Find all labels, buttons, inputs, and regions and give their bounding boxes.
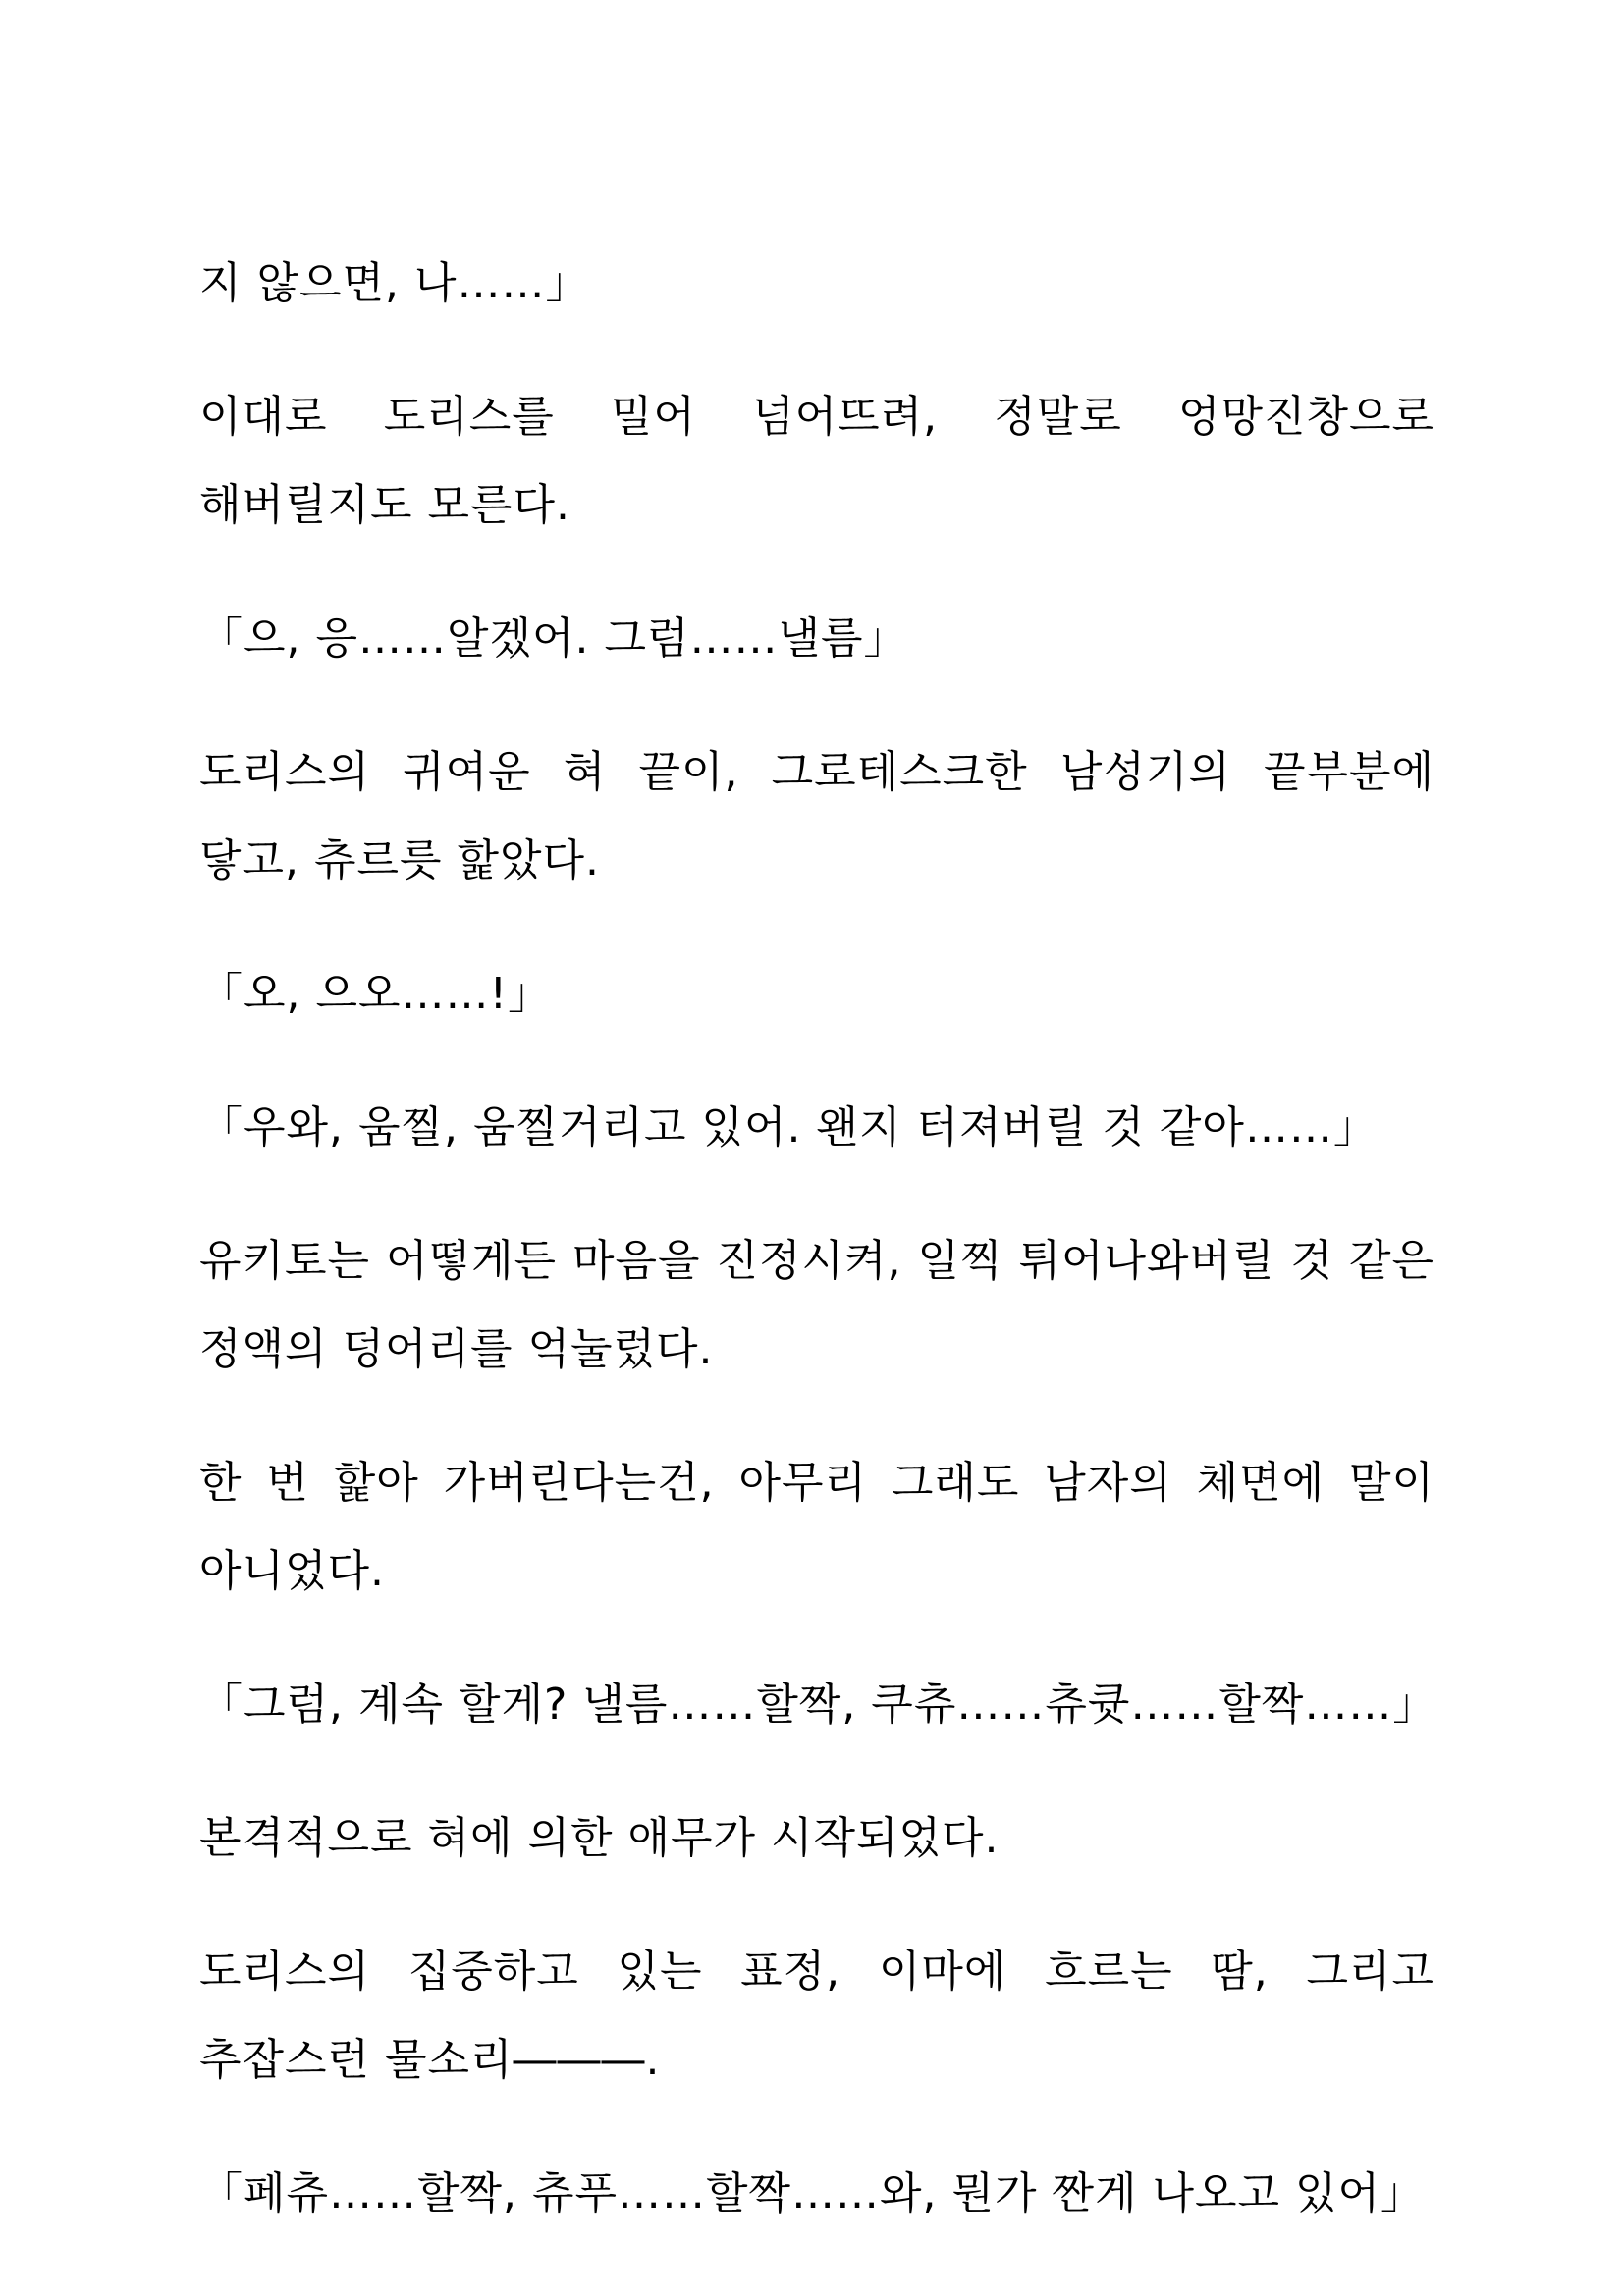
- paragraph: 「그럼, 계속 할게? 낼름……할짝, 쿠츄……츄큣……할짝……」: [199, 1680, 1437, 1730]
- paragraph: 한 번 핥아 가버린다는건, 아무리 그래도 남자의 체면에 말이 아니었다.: [199, 1458, 1435, 1596]
- paragraph: 지 않으면, 나……」: [199, 258, 590, 308]
- paragraph: 유키토는 어떻게든 마음을 진정시켜, 일찍 튀어나와버릴 것 같은 정액의 덩어리를 억눌렀다.: [199, 1236, 1435, 1374]
- paragraph: 도리스의 집중하고 있는 표정, 이마에 흐르는 땀, 그리고 추잡스런 물소리―――.: [199, 1947, 1435, 2085]
- paragraph: 「페츄……할짝, 츄푸……할짝……와, 뭔가 짠게 나오고 있어」: [199, 2168, 1425, 2218]
- paragraph: 본격적으로 혀에 의한 애무가 시작되었다.: [199, 1813, 1000, 1863]
- page-body: [199, 240, 1435, 2283]
- paragraph: 「우와, 움찔, 움찔거리고 있어. 왠지 터져버릴 것 같아……」: [199, 1102, 1378, 1152]
- paragraph: 도리스의 귀여운 혀 끝이, 그로테스크한 남성기의 끝부분에 닿고, 츄르릇 핥았다.: [199, 747, 1435, 885]
- paragraph: 이대로 도리스를 밀어 넘어뜨려, 정말로 엉망진창으로 해버릴지도 모른다.: [199, 392, 1435, 530]
- paragraph: 「으, 응……알겠어. 그럼……낼름」: [199, 614, 908, 664]
- paragraph: 「오, 으오……!」: [199, 969, 553, 1019]
